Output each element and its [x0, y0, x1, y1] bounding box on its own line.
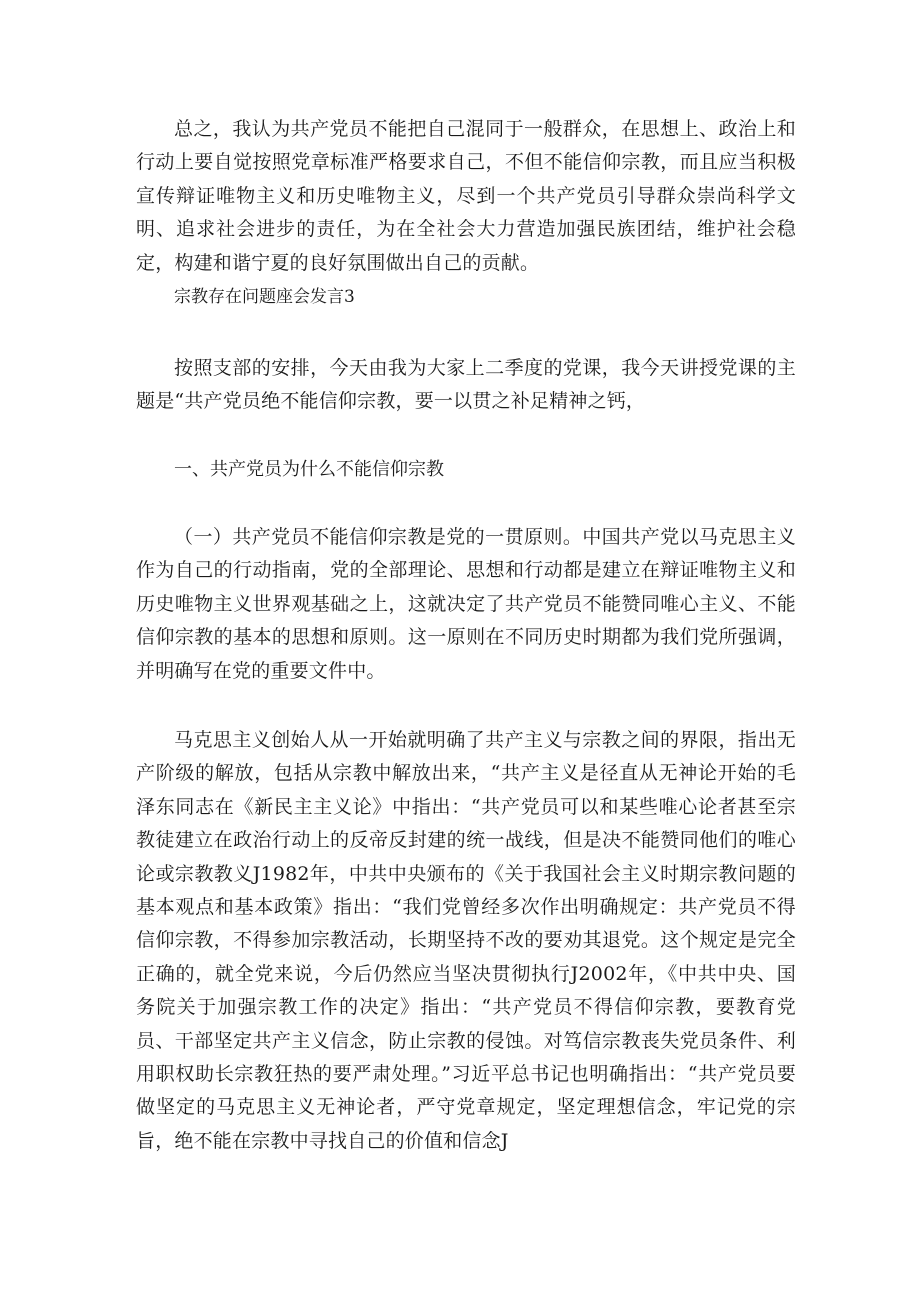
speech-title: 宗教存在问题座会发言3: [174, 287, 355, 307]
paragraph-history: 马克思主义创始人从一开始就明确了共产主义与宗教之间的界限，指出无产阶级的解放，包括从宗教中解放出来，“共产主义是径直从无神论开始的毛泽东同志在《新民主主义论》中指出：“共产党员可以和某些唯心论者甚至宗教徒建立在政治行动上的反帝反封建的统一战线，但是决不能赞同他们的唯心论或宗教教义J1982年，中共中央颁布的《关于我国社会主义时期宗教问题的基本观点和基本政策》指出：“我们党曾经多次作出明确规定：共产党员不得信仰宗教，不得参加宗教活动，长期坚持不改的要劝其退党。这个规定是完全正确的，就全党来说，今后仍然应当坚决贯彻执行J2002年，《中共中央、国务院关于加强宗教工作的决定》指出：“共产党员不得信仰宗教，要教育党员、干部坚定共产主义信念，防止宗教的侵蚀。对笃信宗教丧失党员条件、利用职权助长宗教狂热的要严肃处理。”习近平总书记也明确指出：“共产党员要做坚定的马克思主义无神论者，严守党章规定，坚定理想信念，牢记党的宗旨，绝不能在宗教中寻找自己的价值和信念J: [136, 729, 796, 1152]
paragraph-intro: 按照支部的安排，今天由我为大家上二季度的党课，我今天讲授党课的主题是“共产党员绝不能信仰宗教，要一以贯之补足精神之钙，: [136, 357, 796, 413]
paragraph-principle: （一）共产党员不能信仰宗教是党的一贯原则。中国共产党以马克思主义作为自己的行动指南，党的全部理论、思想和行动都是建立在辩证唯物主义和历史唯物主义世界观基础之上，这就决定了共产党员不能赞同唯心主义、不能信仰宗教的基本的思想和原则。这一原则在不同历史时期都为我们党所强调，并明确写在党的重要文件中。: [136, 526, 796, 682]
paragraph-conclusion: 总之，我认为共产党员不能把自己混同于一般群众，在思想上、政治上和行动上要自觉按照党章标准严格要求自己，不但不能信仰宗教，而且应当积极宣传辩证唯物主义和历史唯物主义，尽到一个共产党员引导群众崇尚科学文明、追求社会进步的责任，为在全社会大力营造加强民族团结，维护社会稳定，构建和谐宁夏的良好氛围做出自己的贡献。: [136, 118, 796, 274]
section-heading-1: 一、共产党员为什么不能信仰宗教: [174, 459, 444, 480]
